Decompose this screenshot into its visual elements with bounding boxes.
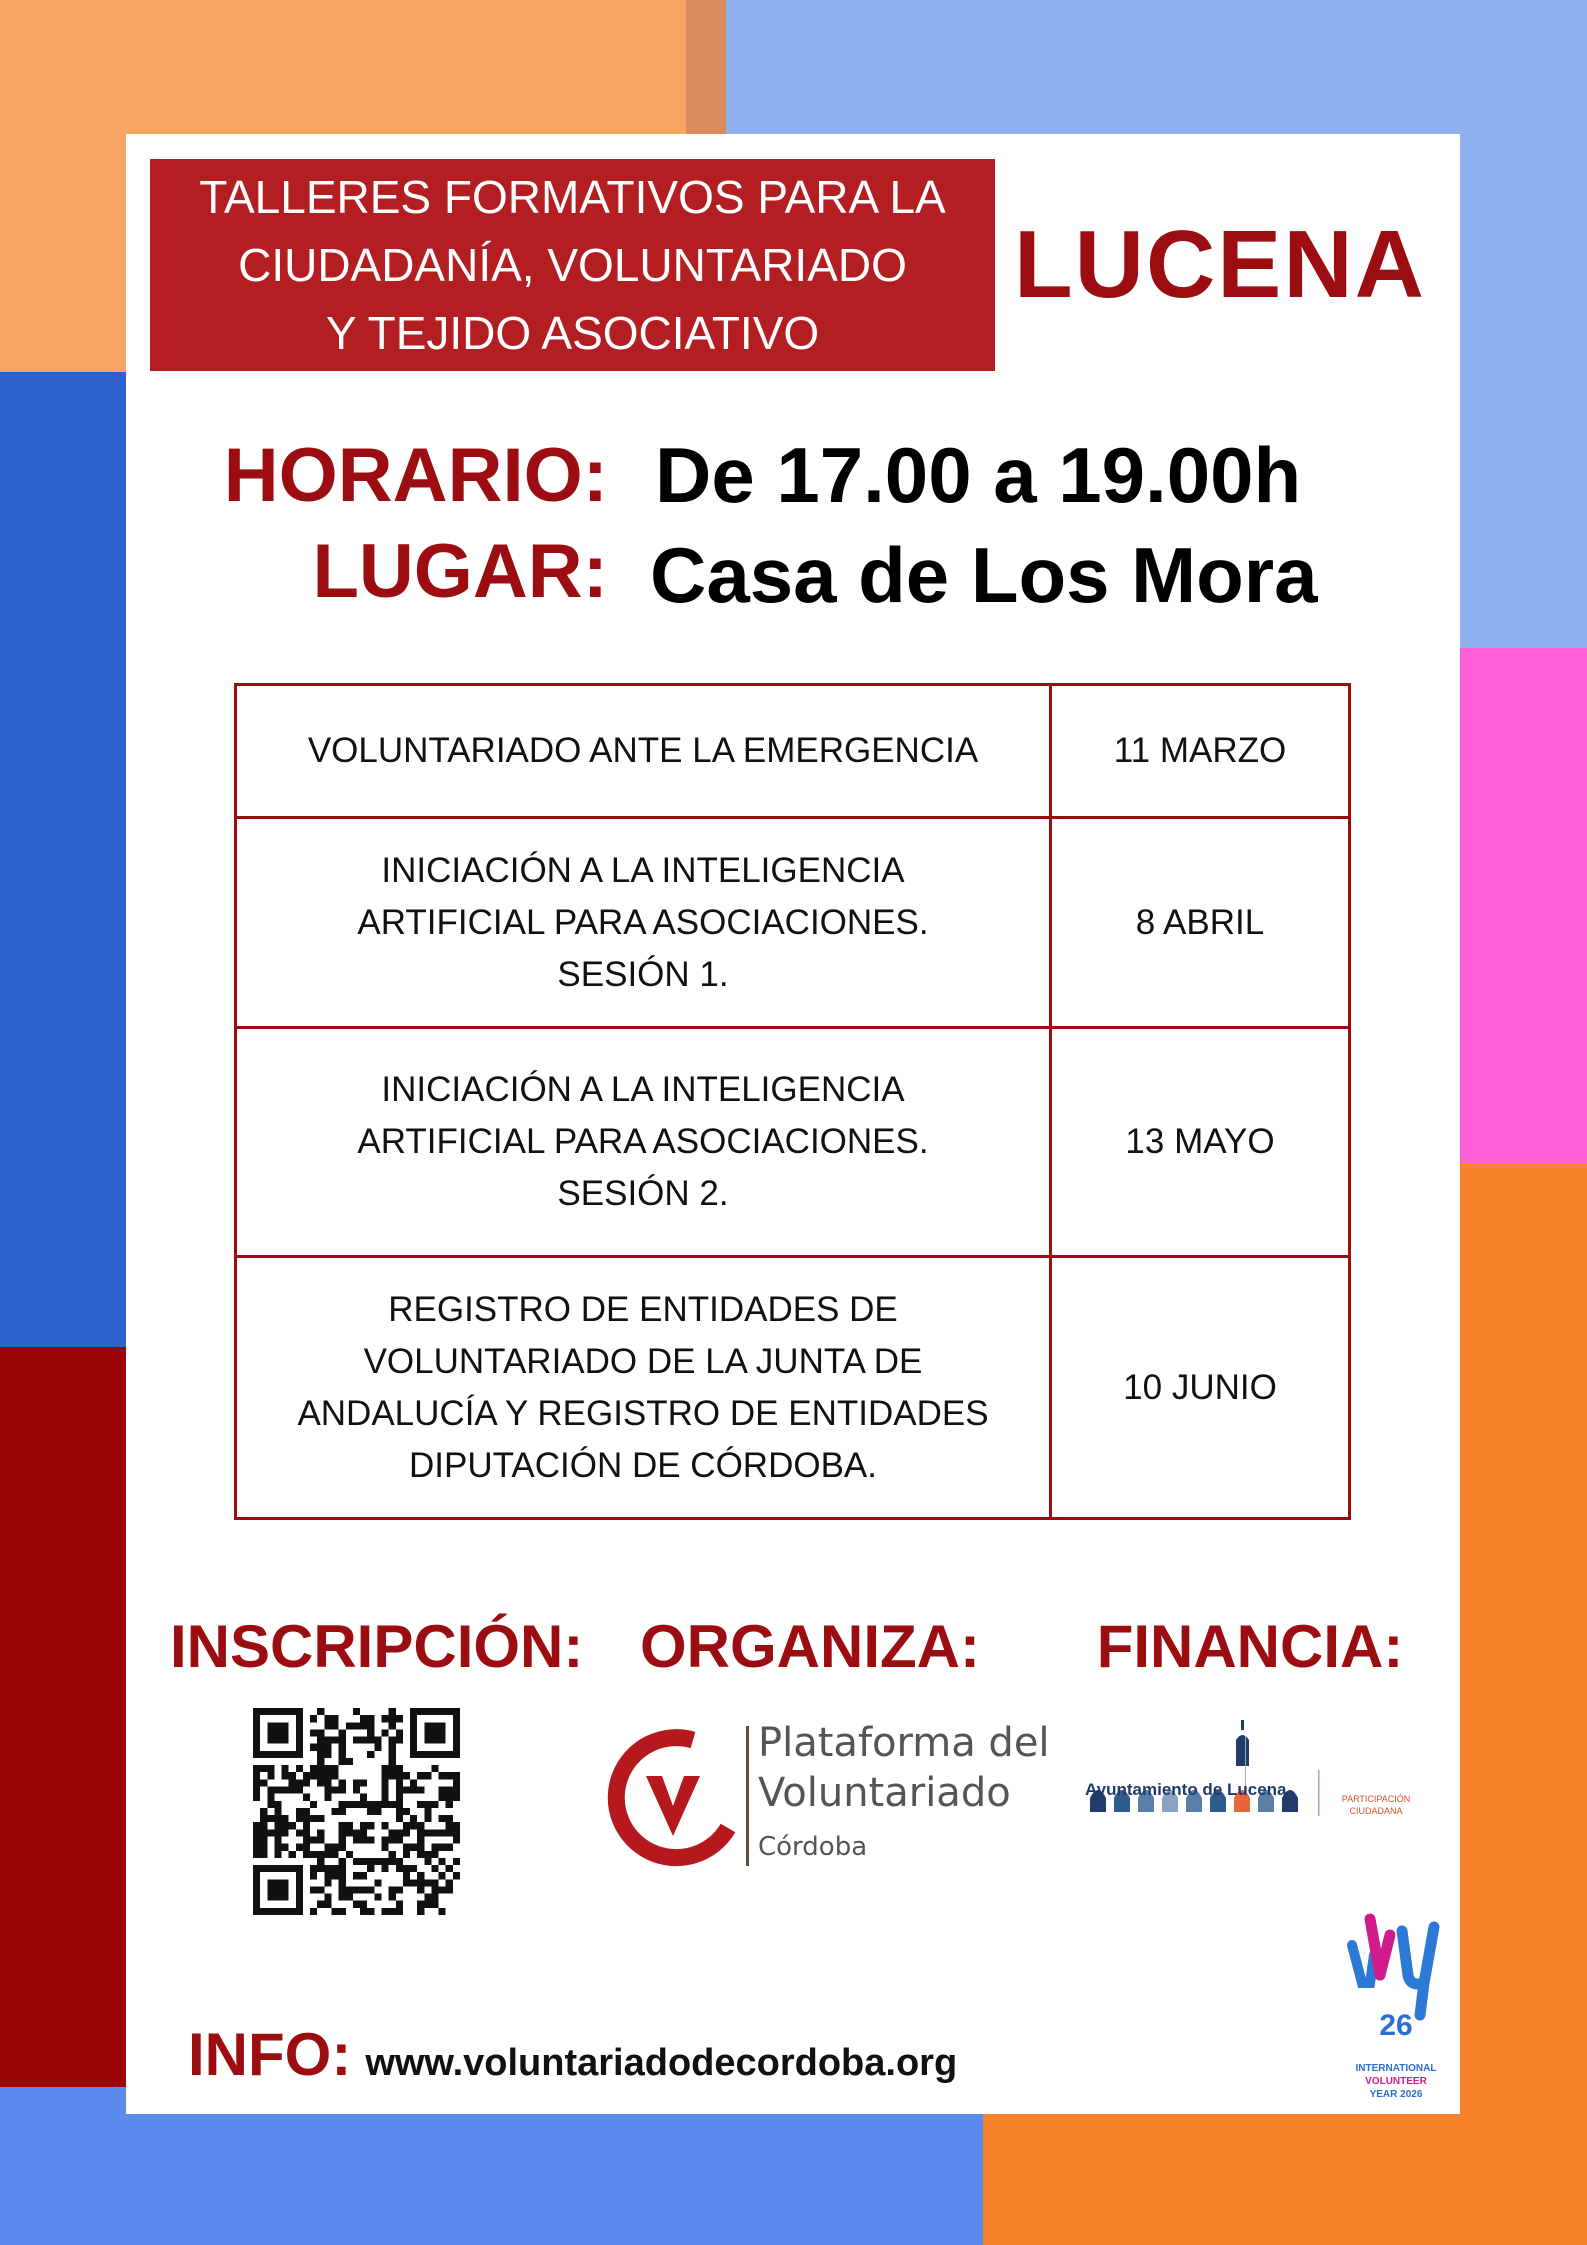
lugar-value: Casa de Los Mora <box>650 531 1318 619</box>
title-line-3: Y TEJIDO ASOCIATIVO <box>325 307 820 359</box>
table-row <box>236 1257 1350 1519</box>
inscripcion-label: INSCRIPCIÓN: <box>170 1613 584 1680</box>
horario-value: De 17.00 a 19.00h <box>655 431 1302 519</box>
workshop-date-cell: 11 MARZO <box>1051 685 1350 818</box>
workshop-title-line: SESIÓN 2. <box>557 1174 729 1213</box>
workshop-date-cell: 10 JUNIO <box>1051 1257 1350 1519</box>
table-row <box>236 685 1350 818</box>
table-row <box>236 818 1350 1028</box>
bg-orange-bottom <box>983 2114 1587 2245</box>
workshop-date-cell: 13 MAYO <box>1051 1028 1350 1257</box>
info-footer <box>188 2020 957 2089</box>
financia-label: FINANCIA: <box>1096 1613 1404 1680</box>
bg-blue-left <box>0 372 126 1347</box>
info-label: INFO: <box>188 2021 352 2088</box>
organizer-name-line-2: Voluntariado <box>758 1770 1011 1816</box>
workshop-title-cell <box>236 1257 1051 1519</box>
ivy-number: 26 <box>1379 2009 1413 2042</box>
bg-orange-right <box>1460 1163 1587 2245</box>
horario-label: HORARIO: <box>223 433 608 518</box>
ivy-hand-icon <box>1340 1905 1452 2025</box>
info-url-link[interactable]: www.voluntariadodecordoba.org <box>365 2042 958 2084</box>
workshop-date-cell: 8 ABRIL <box>1051 818 1350 1028</box>
funder-name: Ayuntamiento de Lucena <box>1085 1780 1287 1799</box>
bg-darkred-left <box>0 1347 126 2087</box>
schedule-table <box>234 683 1351 1520</box>
organiza-label: ORGANIZA: <box>640 1613 980 1680</box>
funder-dept-line-1: PARTICIPACIÓN <box>1341 1794 1411 1804</box>
workshop-title-line: ANDALUCÍA Y REGISTRO DE ENTIDADES <box>297 1393 989 1433</box>
title-line-1: TALLERES FORMATIVOS PARA LA <box>199 171 946 223</box>
city-name: LUCENA <box>1014 211 1426 318</box>
international-volunteer-year-logo <box>1340 1905 1452 2105</box>
workshop-title-line: REGISTRO DE ENTIDADES DE <box>388 1289 898 1329</box>
lugar-label: LUGAR: <box>312 529 608 614</box>
workshop-title-cell <box>236 818 1051 1028</box>
title-banner <box>150 159 995 371</box>
workshop-title-line: INICIACIÓN A LA INTELIGENCIA <box>381 850 905 890</box>
ivy-line-1: INTERNATIONAL <box>1355 2063 1437 2074</box>
ivy-line-2: VOLUNTEER <box>1365 2076 1427 2087</box>
organizer-name-line-1: Plataforma del <box>758 1720 1050 1766</box>
funder-dept-line-2: CIUDADANA <box>1349 1806 1403 1816</box>
bg-magenta-right <box>1460 648 1587 1163</box>
table-row <box>236 1028 1350 1257</box>
workshop-title-line: VOLUNTARIADO DE LA JUNTA DE <box>363 1341 923 1381</box>
workshop-title-line: ARTIFICIAL PARA ASOCIACIONES. <box>357 902 929 942</box>
workshop-title-line: INICIACIÓN A LA INTELIGENCIA <box>381 1070 905 1109</box>
workshop-title-cell <box>236 685 1051 818</box>
title-line-2: CIUDADANÍA, VOLUNTARIADO <box>238 239 907 291</box>
bg-tan-strip <box>686 0 726 134</box>
workshop-title-line: ARTIFICIAL PARA ASOCIACIONES. <box>357 1122 929 1161</box>
workshop-title-line: DIPUTACIÓN DE CÓRDOBA. <box>408 1445 877 1485</box>
ivy-line-3: YEAR 2026 <box>1369 2089 1423 2100</box>
organizer-name-line-3: Córdoba <box>758 1832 868 1862</box>
workshop-title-line: VOLUNTARIADO ANTE LA EMERGENCIA <box>307 731 979 770</box>
workshop-title-cell <box>236 1028 1051 1257</box>
workshop-title-line: SESIÓN 1. <box>557 954 729 994</box>
qr-code-icon[interactable] <box>253 1708 460 1915</box>
